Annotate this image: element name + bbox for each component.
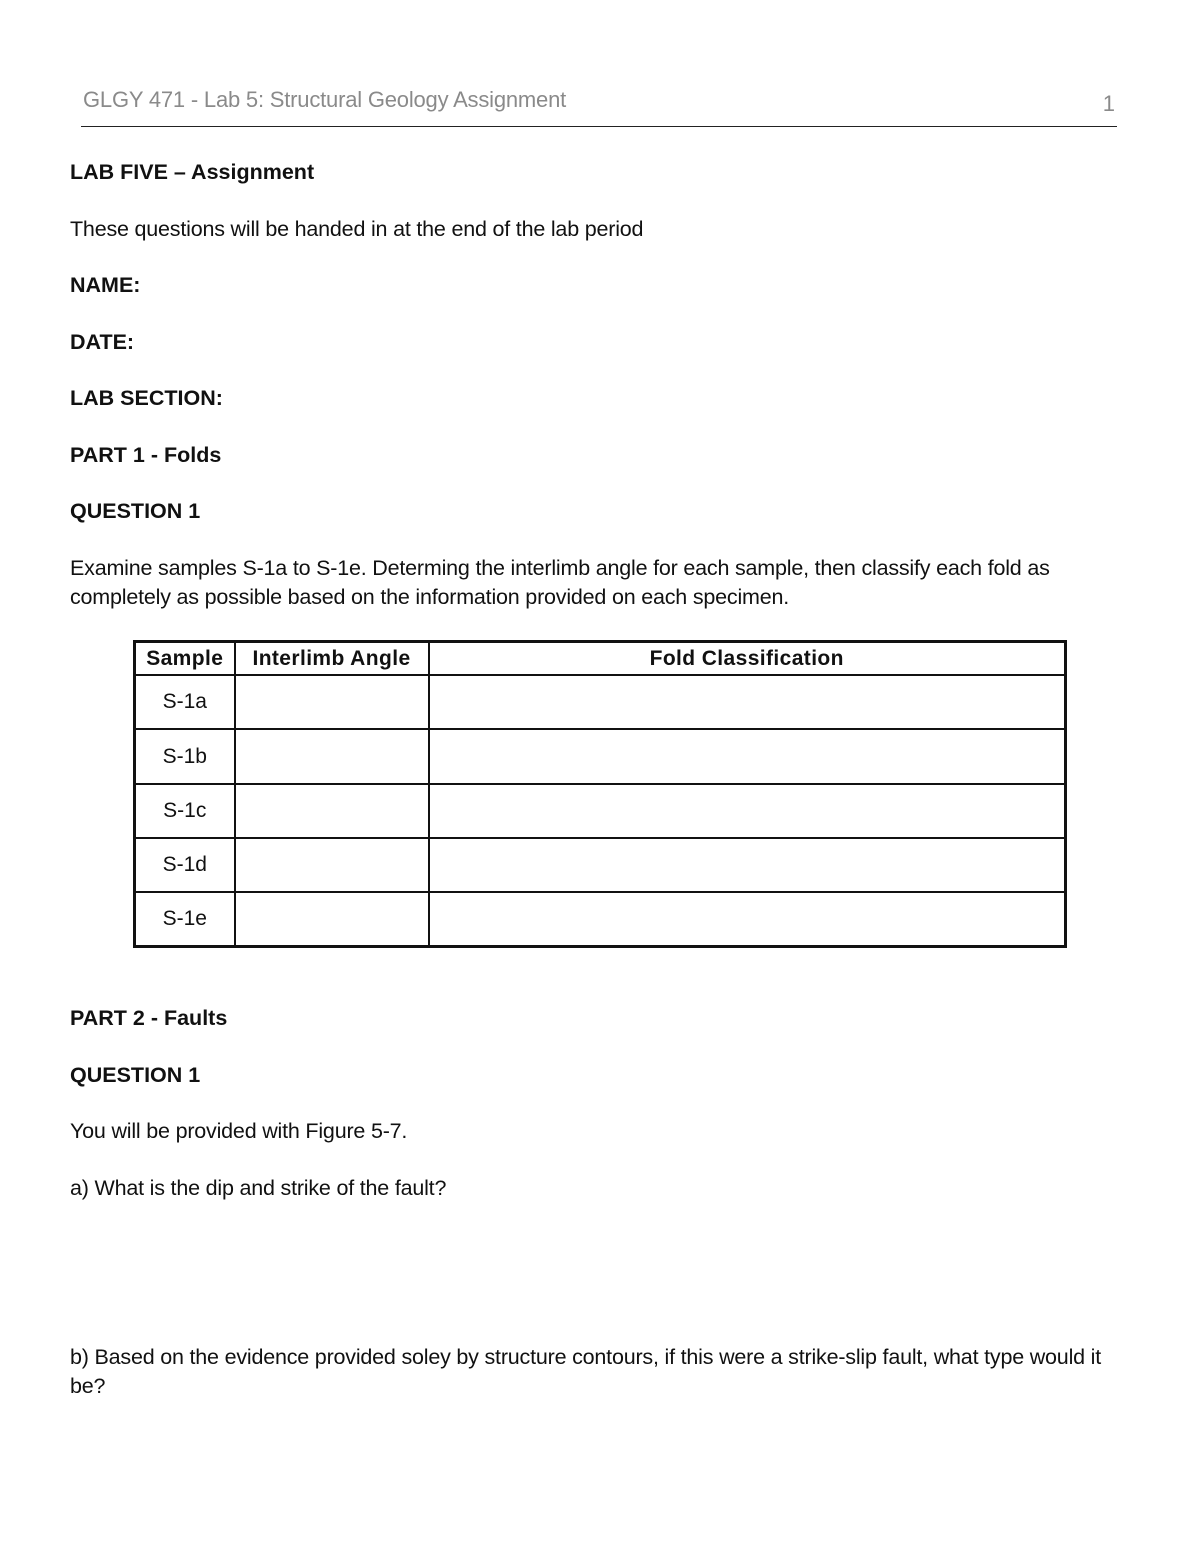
table-header-row: [135, 642, 1066, 676]
sample-cell: S-1c: [135, 784, 235, 838]
part2-heading: PART 2 - Faults: [70, 1006, 228, 1030]
part1-heading: PART 1 - Folds: [70, 443, 222, 467]
fold-classification-cell[interactable]: [429, 729, 1066, 784]
fold-classification-cell[interactable]: [429, 675, 1066, 729]
fold-classification-cell[interactable]: [429, 784, 1066, 838]
interlimb-angle-cell[interactable]: [235, 784, 429, 838]
page-number: 1: [1102, 91, 1115, 116]
column-header-interlimb-angle: Interlimb Angle: [235, 642, 429, 676]
question-b: b) Based on the evidence provided soley by structure contours, if this were a strike-slip fault, what type would it be?: [70, 1345, 1102, 1398]
column-header-fold-classification: Fold Classification: [429, 642, 1066, 676]
sample-cell: S-1e: [135, 892, 235, 947]
name-label: NAME:: [70, 273, 141, 297]
part2-question-heading: QUESTION 1: [70, 1063, 201, 1087]
interlimb-angle-cell[interactable]: [235, 675, 429, 729]
lab-title: LAB FIVE – Assignment: [70, 160, 315, 184]
question-a: a) What is the dip and strike of the fault?: [70, 1176, 447, 1200]
sample-cell: S-1a: [135, 675, 235, 729]
page-header: [81, 84, 1117, 127]
part2-intro: You will be provided with Figure 5-7.: [70, 1119, 408, 1143]
interlimb-angle-cell[interactable]: [235, 838, 429, 892]
table-row: [135, 892, 1066, 947]
fold-classification-cell[interactable]: [429, 838, 1066, 892]
document-title: GLGY 471 - Lab 5: Structural Geology Assignment: [83, 87, 567, 112]
lab-section-label: LAB SECTION:: [70, 386, 223, 410]
table-row: [135, 729, 1066, 784]
date-label: DATE:: [70, 330, 135, 354]
fold-classification-cell[interactable]: [429, 892, 1066, 947]
column-header-sample: Sample: [135, 642, 235, 676]
intro-text: These questions will be handed in at the end of the lab period: [70, 217, 644, 241]
sample-cell: S-1b: [135, 729, 235, 784]
part1-question-heading: QUESTION 1: [70, 499, 201, 523]
fold-classification-table: [133, 640, 1067, 948]
table-row: [135, 784, 1066, 838]
table-row: [135, 838, 1066, 892]
interlimb-angle-cell[interactable]: [235, 892, 429, 947]
table-row: [135, 675, 1066, 729]
interlimb-angle-cell[interactable]: [235, 729, 429, 784]
sample-cell: S-1d: [135, 838, 235, 892]
part1-instructions: Examine samples S-1a to S-1e. Determing the interlimb angle for each sample, then classify each fold as completely as possible based on the information provided on each specimen.: [70, 556, 1050, 609]
